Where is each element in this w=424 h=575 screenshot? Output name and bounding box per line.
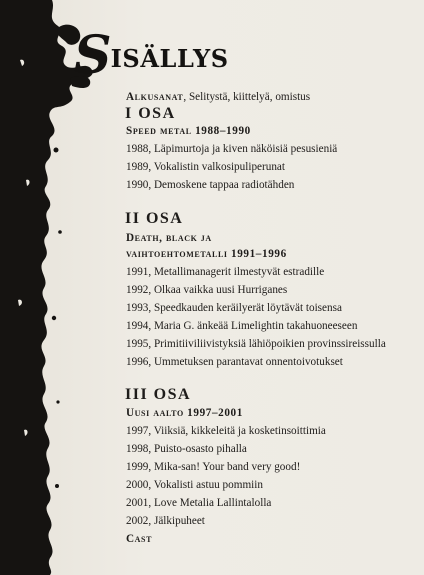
entry-text: 1999, Mika-san! Your band very good! (126, 461, 301, 473)
title-rest: isällys (110, 36, 229, 76)
entry-text: 1996, Ummetuksen parantavat onnentoivotukset (126, 356, 343, 368)
entry-text: 2002, Jälkipuheet (126, 515, 205, 527)
entry-text: 1993, Speedkauden keräilyerät löytävät toisensa (126, 302, 342, 314)
part-heading-3: III OSA (125, 386, 192, 403)
entry-text: 1990, Demoskene tappaa radiotähden (126, 179, 295, 191)
entry-text: , Selitystä, kiittelyä, omistus (183, 91, 311, 103)
entry-label: Cast (126, 533, 153, 545)
entry-text: 2001, Love Metalia Lallintalolla (126, 497, 272, 509)
entry-text: 1988, Läpimurtoja ja kiven näköisiä pesusieniä (126, 143, 338, 155)
entry-text: 1991, Metallimanagerit ilmestyvät estradille (126, 266, 325, 278)
section-label-line1: Death, black ja (126, 232, 212, 244)
entry-text: 1994, Maria G. änkeää Limelightin takahuoneeseen (126, 320, 358, 332)
entry-text: 1995, Primitiiviliivistyksiä lähiöpoikien provinssireissulla (126, 338, 386, 350)
entry-label: Alkusanat (126, 91, 184, 103)
entry-text: 1997, Viiksiä, kikkeleitä ja kosketinsoittimia (126, 425, 326, 437)
part-heading-1: I OSA (125, 105, 176, 122)
entry-text: 2000, Vokalisti astuu pommiin (126, 479, 263, 491)
section-label: vaihtoehtometalli 1991–1996 (126, 248, 287, 260)
entry-text: 1989, Vokalistin valkosipuliperunat (126, 161, 285, 173)
title-initial: S (74, 25, 113, 86)
entry-text: 1992, Olkaa vaikka uusi Hurriganes (126, 284, 288, 296)
section-label: Uusi aalto 1997–2001 (126, 407, 243, 419)
part-heading-2: II OSA (125, 210, 184, 227)
entry-text: 1998, Puisto-osasto pihalla (126, 443, 247, 455)
section-label: Speed metal 1988–1990 (126, 125, 251, 137)
